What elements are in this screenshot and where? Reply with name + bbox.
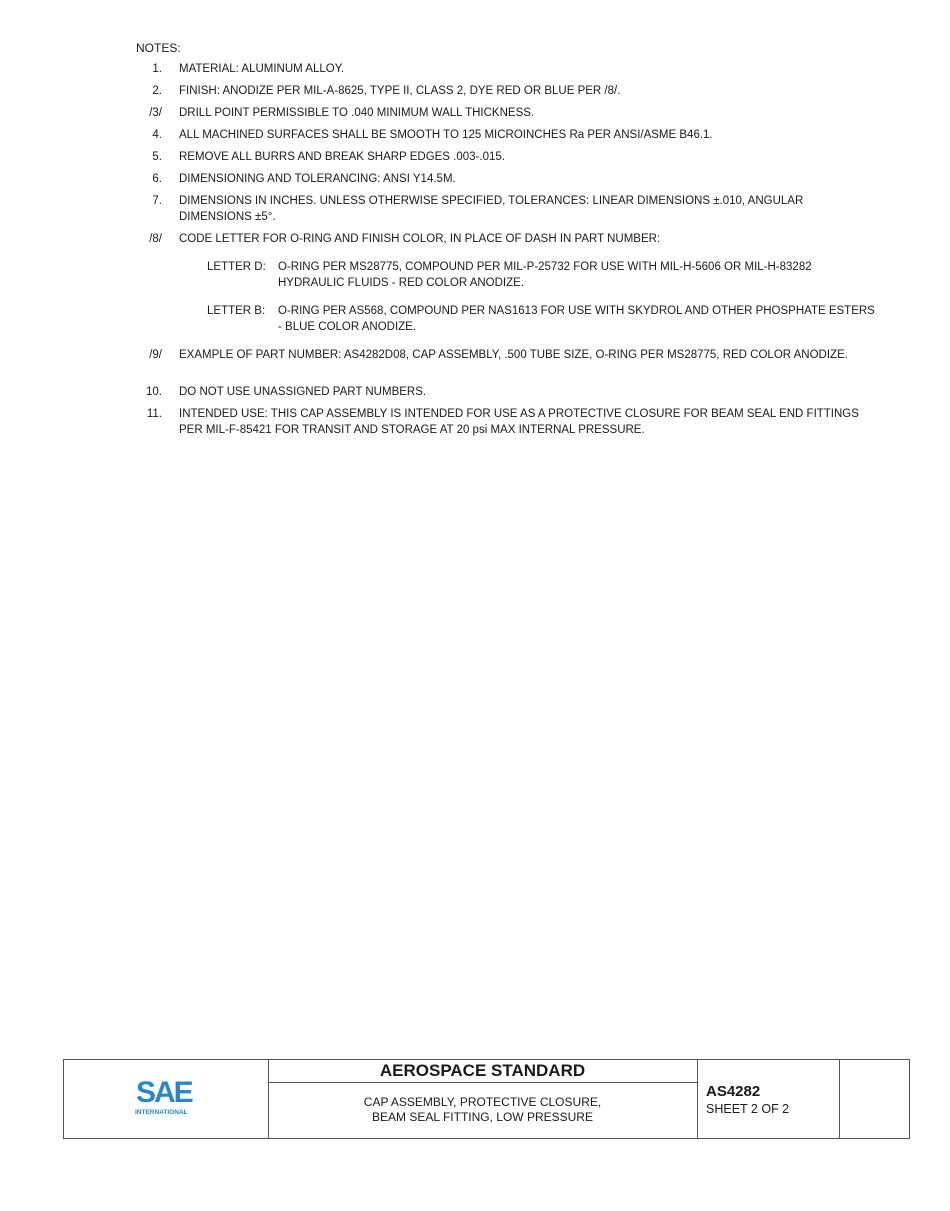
note-number: 4. [152,129,162,141]
note-1 [130,62,870,78]
letter-text: O-RING PER AS568, COMPOUND PER NAS1613 FOR USE WITH SKYDROL AND OTHER PHOSPHATE ESTERS - BLUE COLOR ANODIZE. [278,305,875,333]
sae-logo [134,1076,206,1116]
letter-text: O-RING PER MS28775, COMPOUND PER MIL-P-25732 FOR USE WITH MIL-H-5606 OR MIL-H-83282 HYDRAULIC FLUIDS - RED COLOR ANODIZE. [278,261,812,289]
note-text: CODE LETTER FOR O-RING AND FINISH COLOR, IN PLACE OF DASH IN PART NUMBER: [179,233,661,245]
note-number: /8/ [149,233,162,245]
note-number: 11. [146,408,162,420]
note-10 [130,385,870,401]
description-line-2: BEAM SEAL FITTING, LOW PRESSURE [372,1110,593,1124]
note-number: 5. [152,151,162,163]
note-9 [130,348,870,364]
note-number: /3/ [149,107,162,119]
title-block [63,1059,910,1139]
note-text: INTENDED USE: THIS CAP ASSEMBLY IS INTENDED FOR USE AS A PROTECTIVE CLOSURE FOR BEAM SEAL END FITTINGS PER MIL-F-85421 FOR TRANSIT AND STORAGE AT 20 psi MAX INTERNAL PRESSURE. [179,408,859,436]
note-number: 1. [152,63,162,75]
note-number: /9/ [149,349,162,361]
letter-label: LETTER B: [207,305,266,317]
title-cell [268,1060,698,1138]
note-2 [130,84,870,100]
note-4 [130,128,870,144]
description-line-1: CAP ASSEMBLY, PROTECTIVE CLOSURE, [363,1095,602,1109]
note-text: DO NOT USE UNASSIGNED PART NUMBERS. [179,386,427,398]
note-5 [130,150,870,166]
part-description [268,1083,697,1125]
note-3 [130,106,870,122]
note-text: REMOVE ALL BURRS AND BREAK SHARP EDGES .003-.015. [179,151,505,163]
note-number: 6. [152,173,162,185]
note-text: DRILL POINT PERMISSIBLE TO .040 MINIMUM WALL THICKNESS. [179,107,535,119]
letter-label: LETTER D: [207,261,266,273]
letter-b-entry [207,304,877,335]
note-text: FINISH: ANODIZE PER MIL-A-8625, TYPE II, CLASS 2, DYE RED OR BLUE PER /8/. [179,85,621,97]
note-7 [130,194,870,225]
logo-cell [64,1060,269,1138]
note-number: 2. [152,85,162,97]
doc-number-cell [698,1060,840,1138]
notes-title: NOTES: [136,41,181,55]
note-11 [130,407,870,438]
note-number: 10. [146,386,162,398]
note-8 [130,232,870,248]
sheet-number: SHEET 2 OF 2 [706,1102,790,1116]
note-text: EXAMPLE OF PART NUMBER: AS4282D08, CAP ASSEMBLY, .500 TUBE SIZE, O-RING PER MS28775, RED COLOR ANODIZE. [179,349,848,361]
note-6 [130,172,870,188]
note-text: MATERIAL: ALUMINUM ALLOY. [179,63,345,75]
letter-d-entry [207,260,877,291]
document-number: AS4282 [706,1083,761,1100]
svg-text:SAE: SAE [136,1076,192,1109]
note-text: DIMENSIONING AND TOLERANCING: ANSI Y14.5M. [179,173,456,185]
note-text: DIMENSIONS IN INCHES. UNLESS OTHERWISE SPECIFIED, TOLERANCES: LINEAR DIMENSIONS ±.010, ANGULAR DIMENSIONS ±5°. [179,195,804,223]
standard-header: AEROSPACE STANDARD [268,1060,697,1083]
svg-text:INTERNATIONAL: INTERNATIONAL [135,1109,188,1116]
note-text: ALL MACHINED SURFACES SHALL BE SMOOTH TO 125 MICROINCHES Ra PER ANSI/ASME B46.1. [179,129,713,141]
note-number: 7. [152,195,162,207]
